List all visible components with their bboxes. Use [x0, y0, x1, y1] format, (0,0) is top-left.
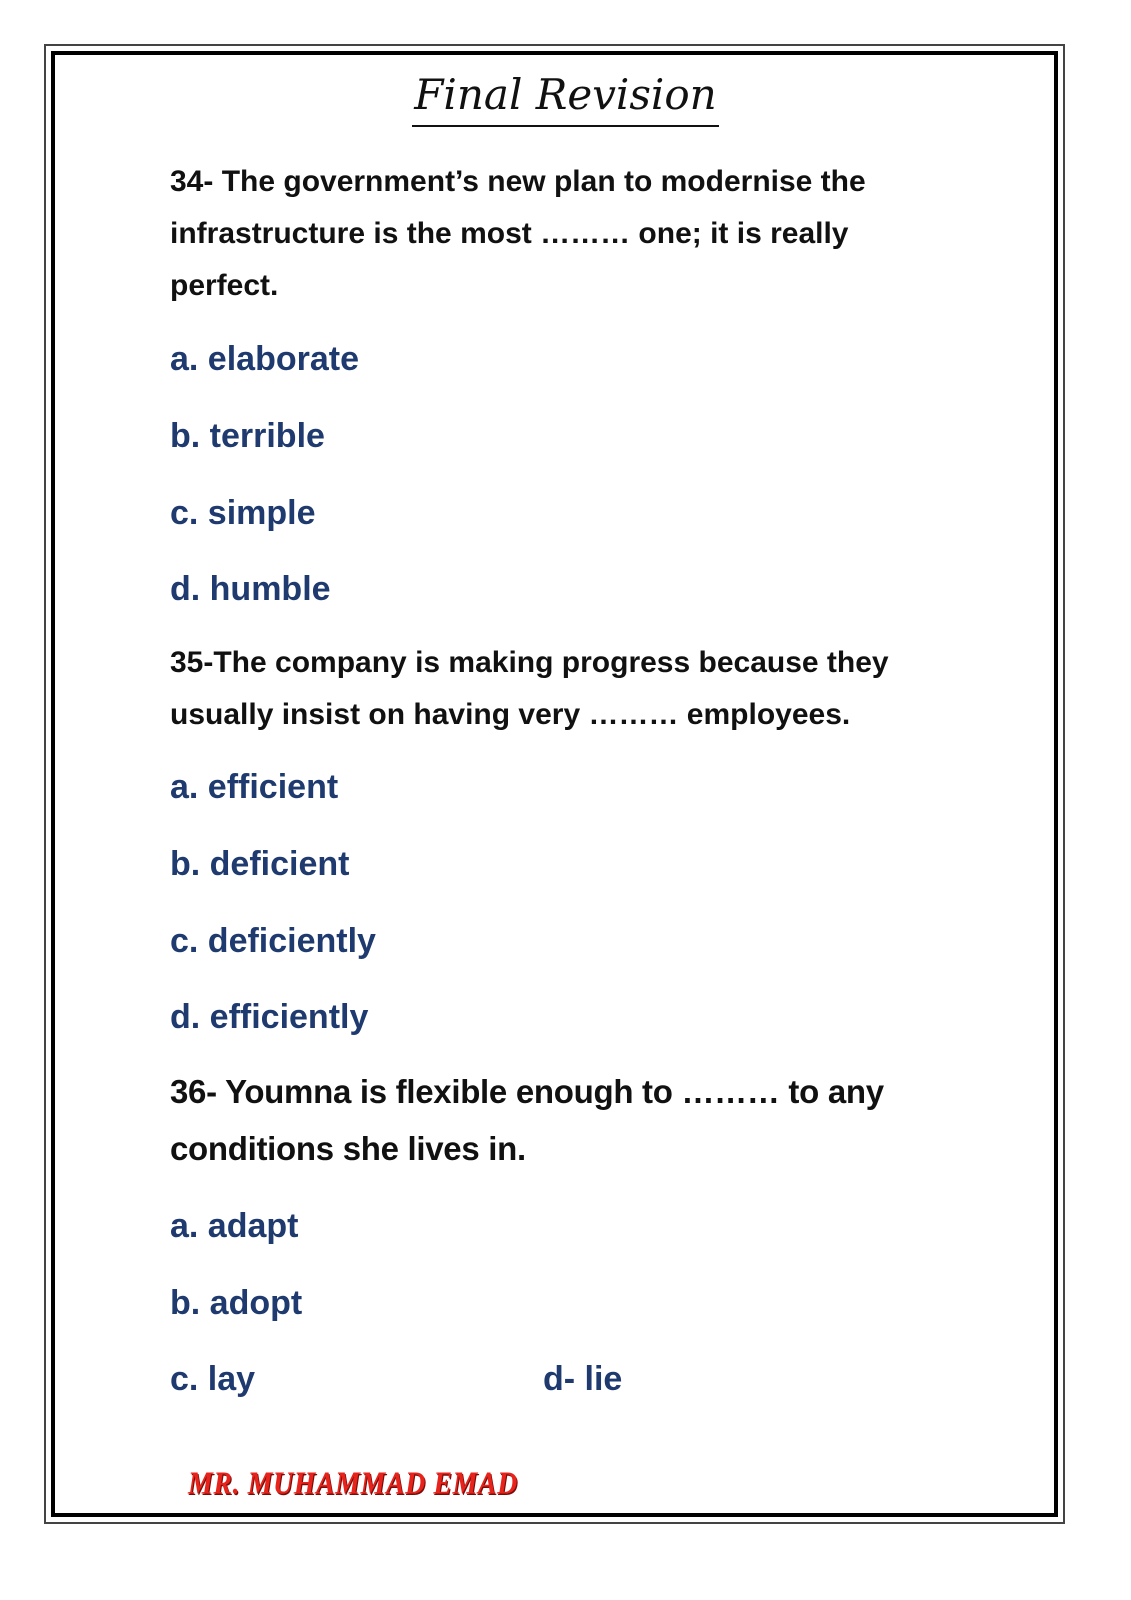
- question-35-option-b: b. deficient: [170, 845, 350, 883]
- question-35-option-c: c. deficiently: [170, 922, 376, 960]
- page-title: [0, 70, 1131, 127]
- question-34-line-2: infrastructure is the most ……… one; it is really: [170, 217, 849, 250]
- question-34-line-3: perfect.: [170, 269, 279, 302]
- question-36-line-2: conditions she lives in.: [170, 1130, 526, 1167]
- question-35-line-1: 35-The company is making progress because they: [170, 646, 889, 679]
- question-36-option-a: a. adapt: [170, 1207, 299, 1245]
- question-34-line-1: 34- The government’s new plan to modernise the: [170, 165, 866, 198]
- page-title-text: Final Revision: [412, 70, 718, 127]
- question-35-line-2: usually insist on having very ……… employees.: [170, 698, 851, 731]
- question-36-option-d: d- lie: [543, 1360, 623, 1398]
- question-36-option-c: c. lay: [170, 1360, 256, 1398]
- question-34-option-b: b. terrible: [170, 417, 325, 455]
- author-signature: MR. MUHAMMAD EMAD: [188, 1466, 518, 1502]
- question-36-line-1: 36- Youmna is flexible enough to ……… to any: [170, 1073, 884, 1110]
- question-34-option-c: c. simple: [170, 494, 316, 532]
- question-35-option-a: a. efficient: [170, 768, 339, 806]
- question-35-option-d: d. efficiently: [170, 998, 369, 1036]
- question-34-option-a: a. elaborate: [170, 340, 359, 378]
- question-34-option-d: d. humble: [170, 570, 331, 608]
- question-36-option-b: b. adopt: [170, 1284, 303, 1322]
